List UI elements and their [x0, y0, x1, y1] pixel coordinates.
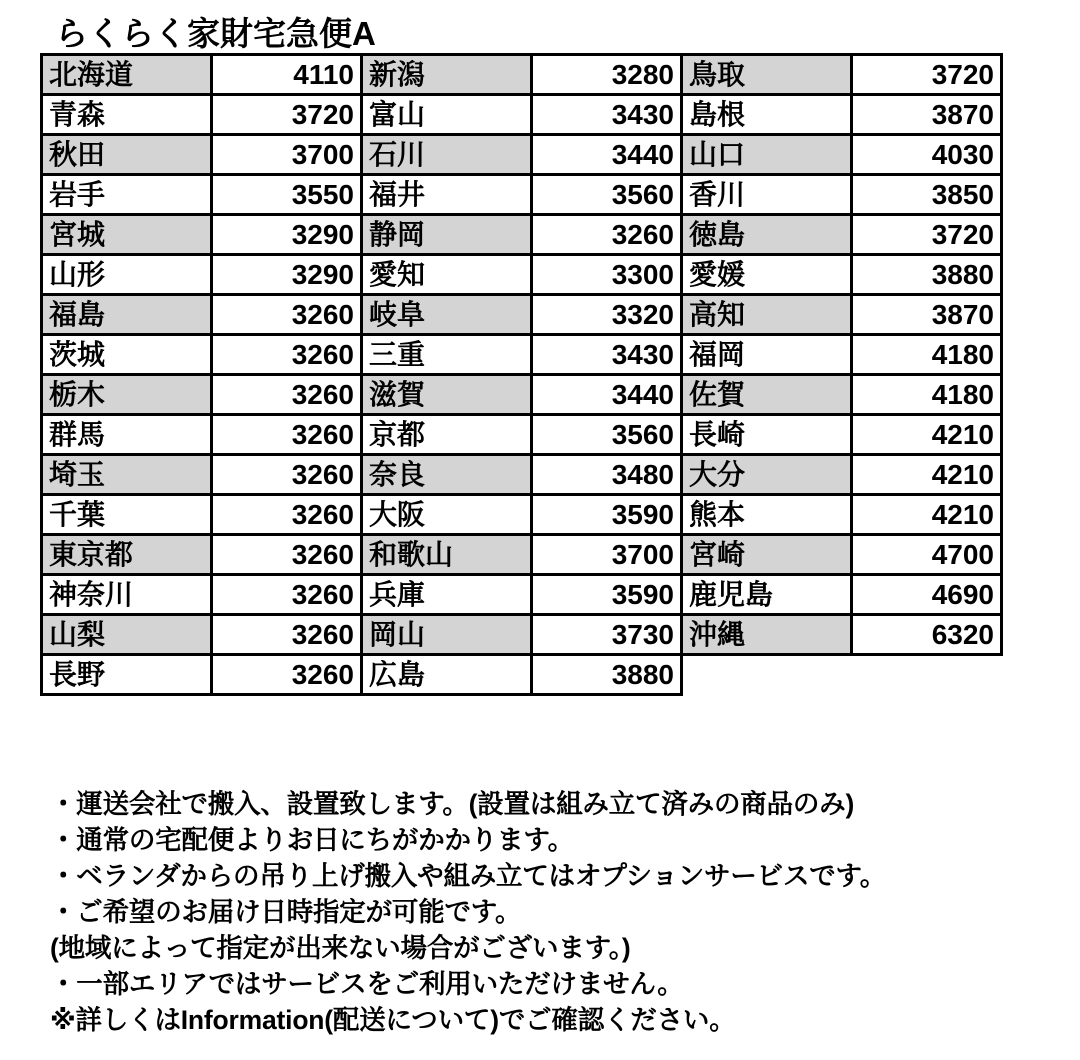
table-row [42, 95, 1002, 135]
price-cell: 6320 [852, 615, 1002, 655]
prefecture-cell: 鹿児島 [682, 575, 852, 615]
prefecture-cell: 新潟 [362, 55, 532, 95]
price-cell: 3260 [212, 495, 362, 535]
price-cell: 3260 [212, 655, 362, 695]
price-cell: 3720 [212, 95, 362, 135]
prefecture-cell: 大阪 [362, 495, 532, 535]
prefecture-cell: 群馬 [42, 415, 212, 455]
table-row [42, 255, 1002, 295]
table-row [42, 575, 1002, 615]
price-cell: 3870 [852, 95, 1002, 135]
table-row [42, 615, 1002, 655]
note-line: ・ご希望のお届け日時指定が可能です。 [50, 897, 522, 927]
prefecture-cell: 島根 [682, 95, 852, 135]
empty-cell [682, 655, 852, 695]
price-cell: 4700 [852, 535, 1002, 575]
price-cell: 4180 [852, 335, 1002, 375]
prefecture-cell: 千葉 [42, 495, 212, 535]
price-cell: 4690 [852, 575, 1002, 615]
price-cell: 3260 [212, 295, 362, 335]
prefecture-cell: 秋田 [42, 135, 212, 175]
prefecture-cell: 岡山 [362, 615, 532, 655]
price-cell: 3260 [212, 335, 362, 375]
prefecture-cell: 愛知 [362, 255, 532, 295]
table-row [42, 135, 1002, 175]
prefecture-cell: 熊本 [682, 495, 852, 535]
prefecture-cell: 埼玉 [42, 455, 212, 495]
table-row [42, 495, 1002, 535]
prefecture-cell: 京都 [362, 415, 532, 455]
prefecture-cell: 岩手 [42, 175, 212, 215]
table-row [42, 375, 1002, 415]
price-cell: 3430 [532, 335, 682, 375]
price-cell: 3720 [852, 55, 1002, 95]
prefecture-cell: 兵庫 [362, 575, 532, 615]
price-cell: 3290 [212, 255, 362, 295]
prefecture-cell: 佐賀 [682, 375, 852, 415]
prefecture-cell: 山口 [682, 135, 852, 175]
price-cell: 4030 [852, 135, 1002, 175]
price-cell: 3260 [212, 615, 362, 655]
prefecture-cell: 静岡 [362, 215, 532, 255]
price-cell: 3260 [212, 455, 362, 495]
price-cell: 4110 [212, 55, 362, 95]
prefecture-cell: 鳥取 [682, 55, 852, 95]
table-row [42, 55, 1002, 95]
price-cell: 3590 [532, 575, 682, 615]
prefecture-cell: 宮城 [42, 215, 212, 255]
prefecture-cell: 愛媛 [682, 255, 852, 295]
price-cell: 3560 [532, 415, 682, 455]
prefecture-cell: 岐阜 [362, 295, 532, 335]
price-cell: 3260 [532, 215, 682, 255]
prefecture-cell: 東京都 [42, 535, 212, 575]
empty-cell [852, 655, 1002, 695]
page-title: らくらく家財宅急便A [55, 15, 376, 52]
prefecture-cell: 石川 [362, 135, 532, 175]
prefecture-cell: 長野 [42, 655, 212, 695]
table-row [42, 215, 1002, 255]
table-row [42, 295, 1002, 335]
prefecture-cell: 三重 [362, 335, 532, 375]
price-cell: 3260 [212, 415, 362, 455]
price-cell: 3260 [212, 375, 362, 415]
table-row [42, 655, 1002, 695]
price-cell: 4210 [852, 455, 1002, 495]
rate-table-body [42, 55, 1002, 695]
note-line: ・ベランダからの吊り上げ搬入や組み立てはオプションサービスです。 [50, 861, 887, 891]
price-cell: 3550 [212, 175, 362, 215]
price-cell: 4210 [852, 495, 1002, 535]
prefecture-cell: 大分 [682, 455, 852, 495]
price-cell: 3730 [532, 615, 682, 655]
table-row [42, 415, 1002, 455]
prefecture-cell: 奈良 [362, 455, 532, 495]
price-cell: 3880 [852, 255, 1002, 295]
table-row [42, 535, 1002, 575]
table-row [42, 335, 1002, 375]
price-cell: 3280 [532, 55, 682, 95]
price-cell: 3560 [532, 175, 682, 215]
price-cell: 3880 [532, 655, 682, 695]
price-cell: 3430 [532, 95, 682, 135]
price-cell: 3290 [212, 215, 362, 255]
prefecture-cell: 滋賀 [362, 375, 532, 415]
prefecture-cell: 沖縄 [682, 615, 852, 655]
table-row [42, 175, 1002, 215]
prefecture-cell: 山形 [42, 255, 212, 295]
price-cell: 3300 [532, 255, 682, 295]
prefecture-cell: 福井 [362, 175, 532, 215]
prefecture-cell: 長崎 [682, 415, 852, 455]
prefecture-cell: 山梨 [42, 615, 212, 655]
table-row [42, 455, 1002, 495]
note-line: ・運送会社で搬入、設置致します。(設置は組み立て済みの商品のみ) [50, 789, 855, 819]
price-cell: 3480 [532, 455, 682, 495]
prefecture-cell: 青森 [42, 95, 212, 135]
price-cell: 3260 [212, 535, 362, 575]
price-cell: 3590 [532, 495, 682, 535]
prefecture-cell: 香川 [682, 175, 852, 215]
prefecture-cell: 福岡 [682, 335, 852, 375]
prefecture-cell: 神奈川 [42, 575, 212, 615]
prefecture-cell: 北海道 [42, 55, 212, 95]
price-cell: 3260 [212, 575, 362, 615]
prefecture-cell: 徳島 [682, 215, 852, 255]
notes-list [50, 786, 886, 1038]
prefecture-cell: 宮崎 [682, 535, 852, 575]
prefecture-cell: 高知 [682, 295, 852, 335]
prefecture-cell: 茨城 [42, 335, 212, 375]
prefecture-cell: 栃木 [42, 375, 212, 415]
price-cell: 3700 [212, 135, 362, 175]
prefecture-cell: 富山 [362, 95, 532, 135]
price-cell: 3700 [532, 535, 682, 575]
prefecture-cell: 福島 [42, 295, 212, 335]
price-cell: 3850 [852, 175, 1002, 215]
prefecture-cell: 広島 [362, 655, 532, 695]
price-cell: 3870 [852, 295, 1002, 335]
price-cell: 3440 [532, 135, 682, 175]
note-line: ・通常の宅配便よりお日にちがかかります。 [50, 825, 574, 855]
price-cell: 3720 [852, 215, 1002, 255]
price-cell: 4180 [852, 375, 1002, 415]
shipping-rate-table [40, 53, 1003, 696]
price-cell: 4210 [852, 415, 1002, 455]
note-line: ※詳しくはInformation(配送について)でご確認ください。 [50, 1005, 736, 1035]
note-line: (地域によって指定が出来ない場合がございます。) [50, 933, 631, 963]
price-cell: 3320 [532, 295, 682, 335]
price-cell: 3440 [532, 375, 682, 415]
prefecture-cell: 和歌山 [362, 535, 532, 575]
note-line: ・一部エリアではサービスをご利用いただけません。 [50, 969, 684, 999]
